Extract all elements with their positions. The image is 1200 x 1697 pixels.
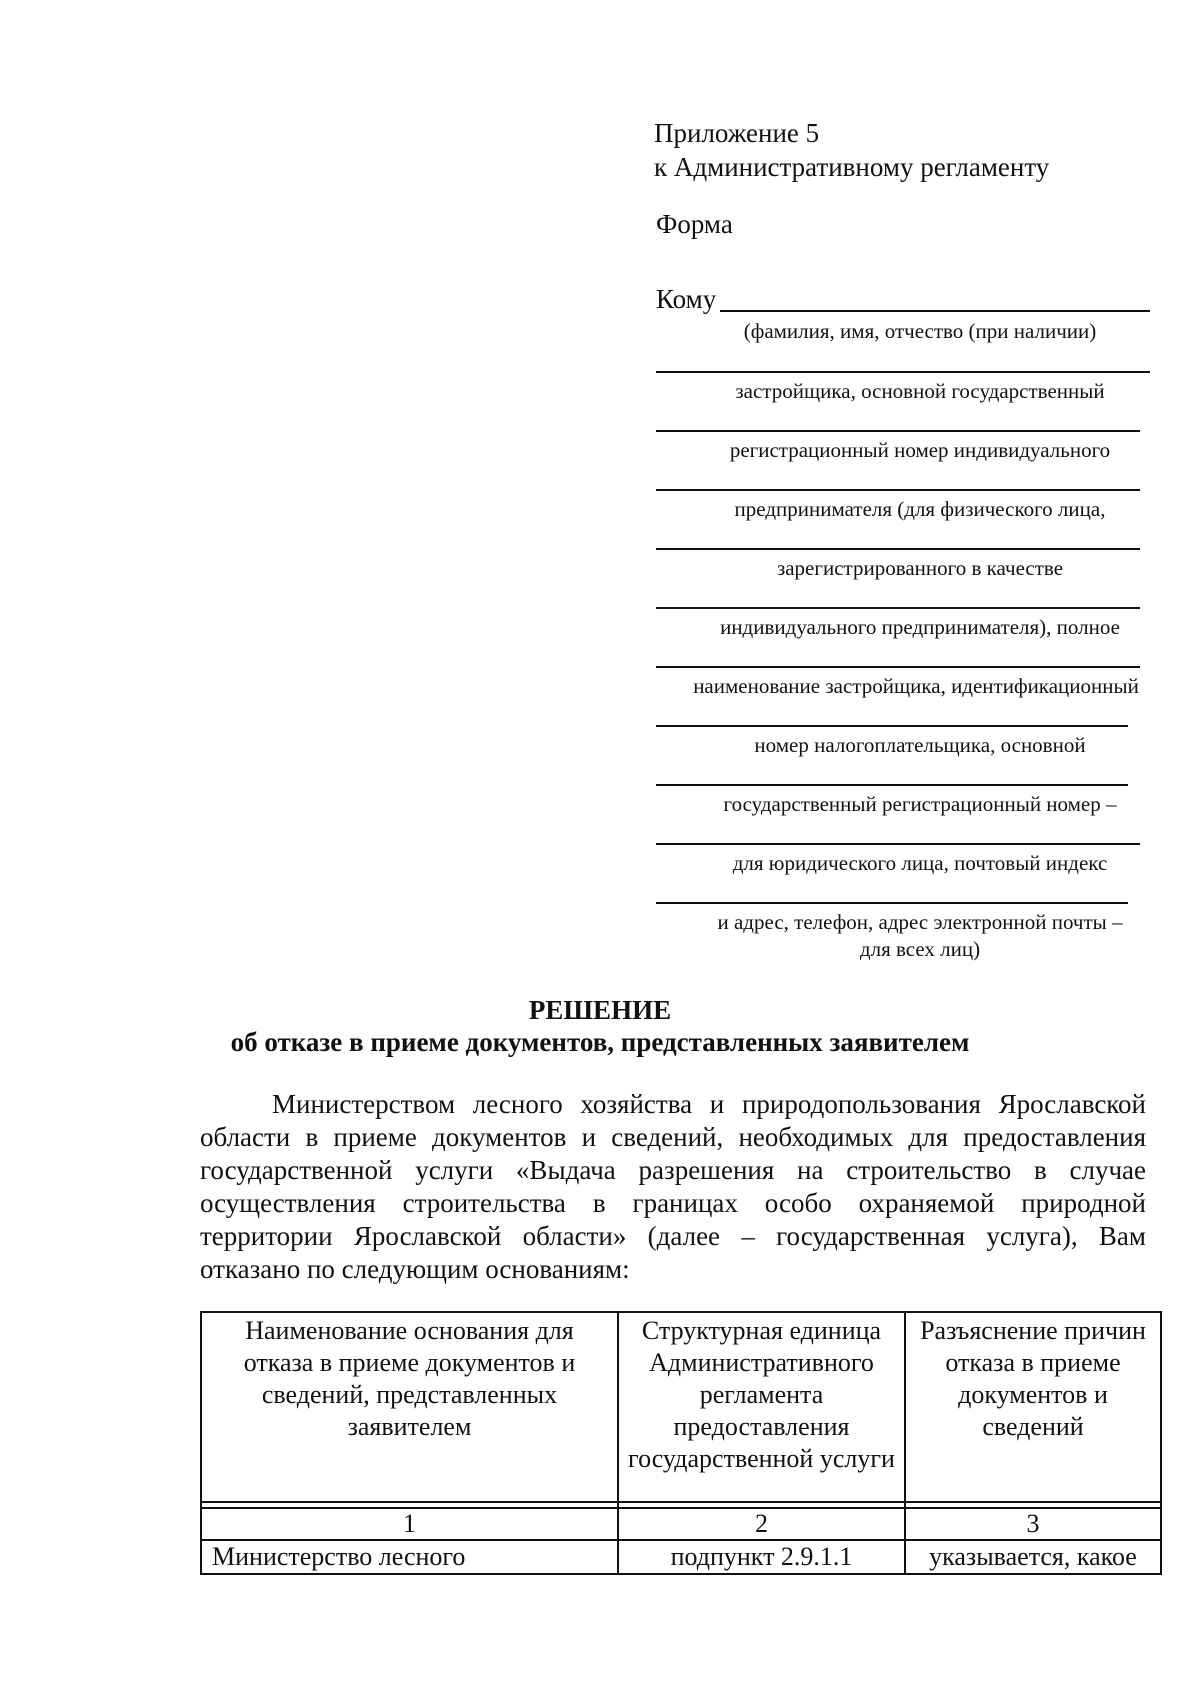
recipient-hint-12: для всех лиц) — [859, 937, 981, 961]
appendix-reference: к Административному регламенту — [654, 152, 1050, 182]
table-number-cell: 2 — [618, 1508, 905, 1540]
recipient-hint-1: (фамилия, имя, отчество (при наличии) — [743, 319, 1097, 343]
fill-line-9 — [656, 843, 1140, 845]
fill-line-6 — [656, 666, 1140, 668]
appendix-block — [654, 116, 1049, 184]
table-number-row — [201, 1508, 1161, 1540]
recipient-hint-11: и адрес, телефон, адрес электронной почты – — [717, 910, 1123, 934]
document-subtitle: об отказе в приеме документов, представленных заявителем — [230, 1027, 970, 1057]
fill-line-2 — [656, 430, 1140, 432]
fill-line-4 — [656, 548, 1140, 550]
fill-line-3 — [656, 489, 1140, 491]
fill-line-10 — [656, 902, 1128, 904]
fill-line-5 — [656, 607, 1140, 609]
recipient-hint-10: для юридического лица, почтовый индекс — [732, 851, 1108, 875]
table-header-cell: Разъяснение причин отказа в приеме документов и сведений — [905, 1312, 1161, 1502]
table-cell: Министерство лесного — [201, 1540, 618, 1574]
fill-line-8 — [656, 784, 1128, 786]
recipient-fill-line — [720, 310, 1150, 312]
table-header-row — [201, 1312, 1161, 1502]
table-number-cell: 1 — [201, 1508, 618, 1540]
document-title: РЕШЕНИЕ — [528, 995, 672, 1025]
recipient-hint-6: индивидуального предпринимателя), полное — [720, 615, 1120, 639]
form-label: Форма — [656, 209, 733, 239]
recipient-hint-5: зарегистрированного в качестве — [776, 556, 1064, 580]
table-row — [201, 1540, 1161, 1574]
recipient-hint-3: регистрационный номер индивидуального — [729, 438, 1111, 462]
recipient-hint-2: застройщика, основной государственный — [735, 379, 1105, 403]
table-cell: указывается, какое — [905, 1540, 1161, 1574]
table-header-cell: Наименование основания для отказа в приеме документов и сведений, представленных заявителем — [201, 1312, 618, 1502]
fill-line-7 — [656, 725, 1128, 727]
table-cell: подпункт 2.9.1.1 — [618, 1540, 905, 1574]
recipient-label: Кому — [656, 284, 717, 314]
appendix-number: Приложение 5 — [654, 118, 820, 148]
recipient-hint-8: номер налогоплательщика, основной — [754, 733, 1086, 757]
body-paragraph: Министерством лесного хозяйства и природопользования Ярославской области в приеме документов и сведений, необходимых для предоставления государственной услуги «Выдача разрешения на строительство в случае осуществления строительства в границах особо охраняемой природной территории Ярославской области» (далее – государственная услуга), Вам отказано по следующим основаниям: — [200, 1089, 1146, 1284]
recipient-hint-4: предпринимателя (для физического лица, — [734, 497, 1106, 521]
refusal-reasons-table — [200, 1311, 1162, 1575]
table-header-cell: Структурная единица Административного регламента предоставления государственной услуги — [618, 1312, 905, 1502]
fill-line-1 — [656, 371, 1150, 373]
recipient-hint-7: наименование застройщика, идентификационный — [693, 674, 1139, 698]
recipient-hint-9: государственный регистрационный номер – — [723, 792, 1117, 816]
recipient-row — [656, 282, 1150, 316]
table-number-cell: 3 — [905, 1508, 1161, 1540]
